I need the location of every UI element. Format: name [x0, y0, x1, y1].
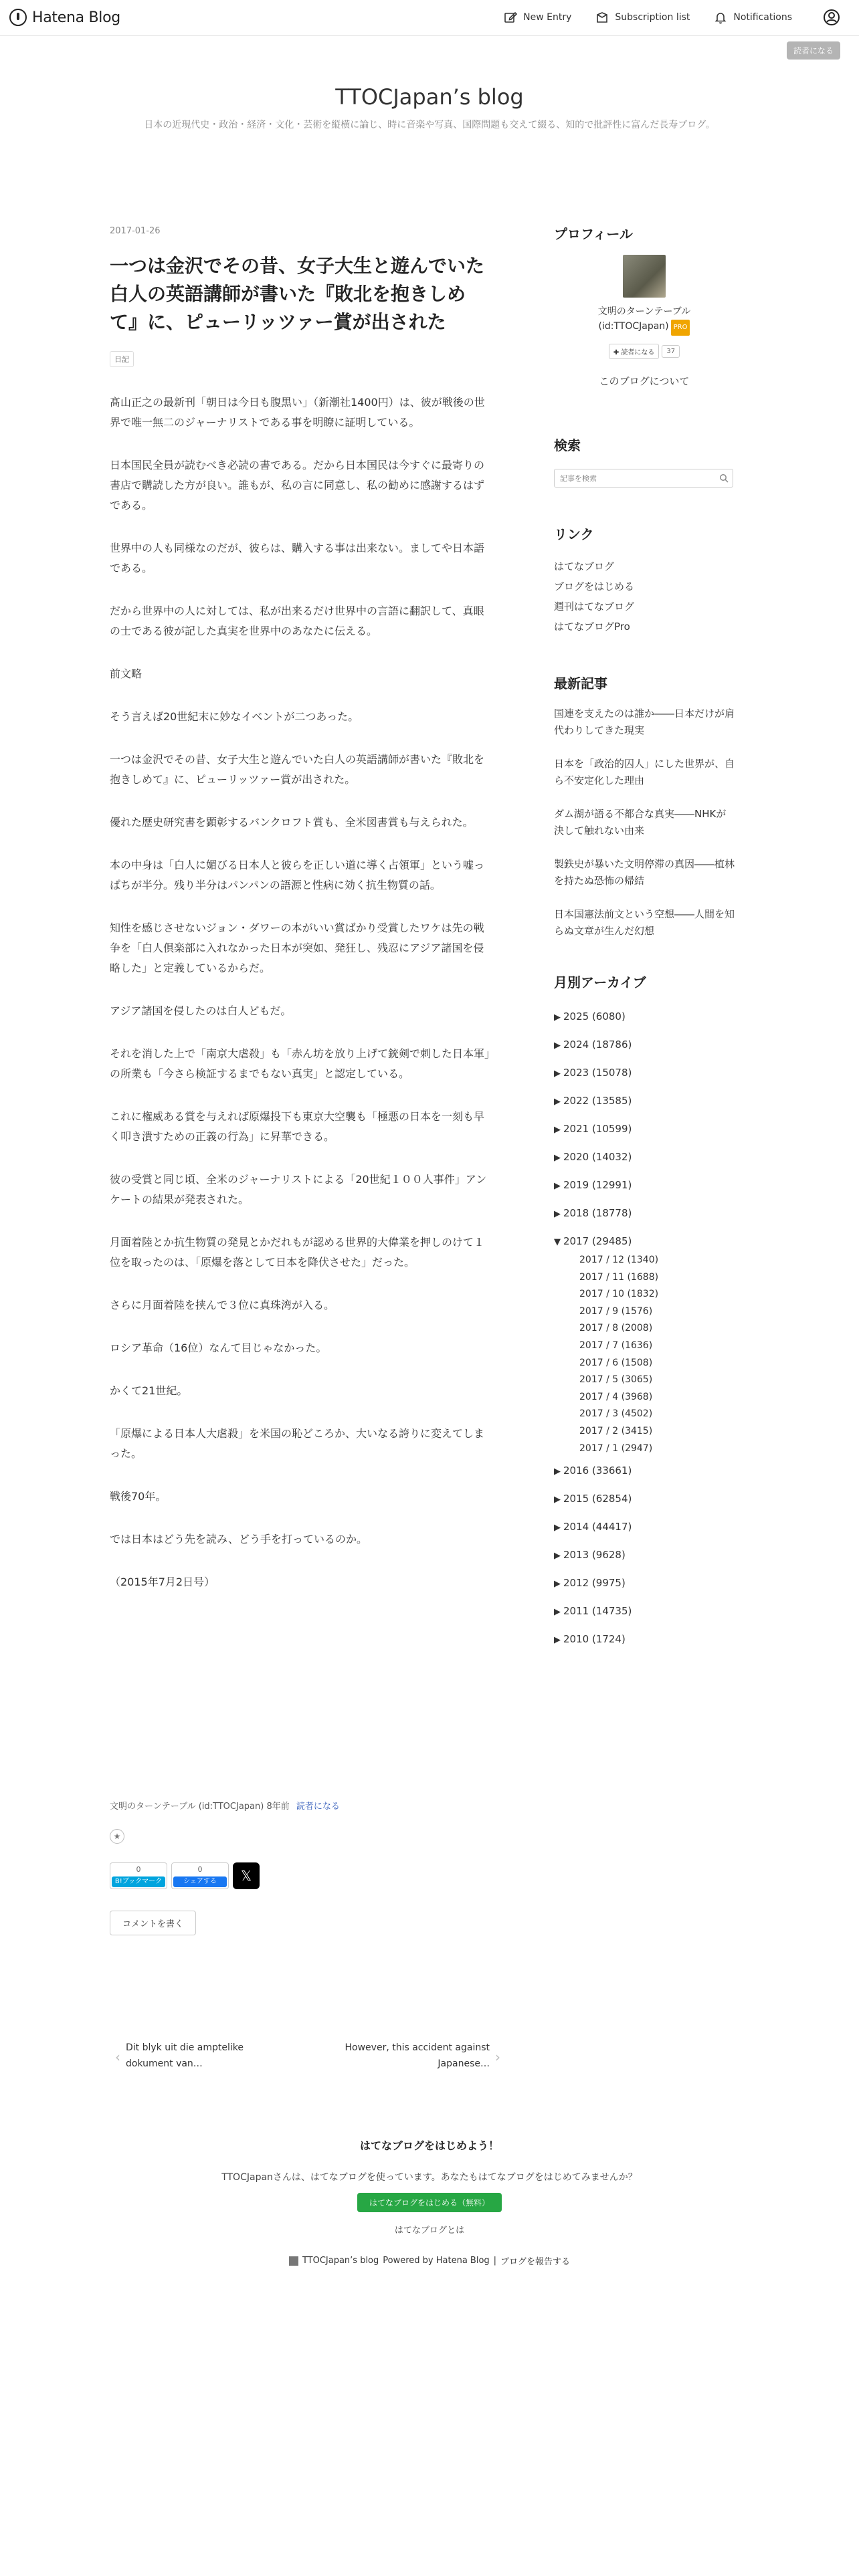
entry-paragraph: 彼の受賞と同じ頃、全米のジャーナリストによる「20世紀１００人事件」アンケートの結果が発表された。 [110, 1173, 487, 1206]
new-entry-label: New Entry [523, 12, 572, 23]
footer-follow-link[interactable]: 読者になる [296, 1802, 340, 1812]
triangle-right-icon: ▶ [554, 1467, 561, 1477]
archive-year[interactable] [554, 1485, 735, 1513]
entry-paragraph: だから世界中の人に対しては、私が出来るだけ世界中の言語に翻訳して、真眼の士である彼が記した真実を世界中のあなたに伝える。 [110, 605, 484, 637]
facebook-share-label: シェアする [173, 1876, 227, 1887]
archive-year[interactable] [554, 1003, 735, 1031]
triangle-right-icon: ▶ [554, 1181, 561, 1191]
recent-title: 最新記事 [554, 675, 607, 691]
search-title: 検索 [554, 437, 581, 453]
archive-year[interactable] [554, 1144, 735, 1172]
pencil-square-icon [504, 11, 517, 24]
archive-year[interactable] [554, 1457, 735, 1485]
archive-year-open[interactable] [554, 1228, 735, 1457]
entry-paragraph: 優れた歴史研究書を顕彰するバンクロフト賞も、全米図書賞も与えられた。 [110, 816, 474, 829]
archive-month[interactable]: 2017 / 8 (2008) [579, 1323, 653, 1334]
links-title: リンク [554, 526, 594, 542]
triangle-right-icon: ▶ [554, 1125, 561, 1135]
blog-description: 日本の近現代史・政治・経済・文化・芸術を縦横に論じ、時に音楽や写真、国際問題も交えて綴る、知的で批評性に富んだ長寿ブログ。 [144, 120, 715, 130]
archive-year[interactable] [554, 1598, 735, 1626]
subscription-list-link[interactable] [595, 11, 690, 24]
report-blog-link[interactable]: ブログを報告する [500, 2257, 571, 2267]
archive-year-label: 2011 (14735) [563, 1605, 632, 1618]
entry-paragraph: 日本国民全員が読むべき必読の書である。だから日本国民は今すぐに最寄りの書店で購読した方が良い。誰もが、私の言に同意し、私の勧めに感謝するはずである。 [110, 459, 485, 512]
entry-pager [110, 2040, 506, 2080]
entry-paragraph: これに権威ある賞を与えれば原爆投下も東京大空襲も「極悪の日本を一刻も早く叩き潰すための正義の行為」に昇華できる。 [110, 1110, 485, 1143]
hatena-logo-icon [9, 9, 27, 26]
sidebar-link[interactable]: ブログをはじめる [554, 580, 635, 593]
entry-paragraph: 一つは金沢でその昔、女子大生と遊んでいた白人の英語講師が書いた『敗北を抱きしめて』に、ピューリッツァー賞が出された。 [110, 753, 485, 786]
star-icon: ★ [113, 1832, 121, 1841]
entry-paragraph: かくて21世紀。 [110, 1384, 188, 1397]
entry-paragraph: アジア諸国を侵したのは白人どもだ。 [110, 1004, 292, 1017]
entry-author[interactable]: 文明のターンテーブル (id:TTOCJapan) 8年前 [110, 1802, 290, 1812]
archive-year-label: 2022 (13585) [563, 1095, 632, 1107]
user-account-icon[interactable] [823, 9, 840, 26]
archive-month[interactable]: 2017 / 10 (1832) [579, 1289, 659, 1300]
entry-paragraph: さらに月面着陸を挟んで３位に真珠湾が入る。 [110, 1299, 335, 1311]
entry-paragraph: では日本はどう先を読み、どう手を打っているのか。 [110, 1533, 367, 1545]
entry-paragraph: 髙山正之の最新刊「朝日は今日も腹黒い」（新潮社1400円）は、彼が戦後の世界で唯一無二のジャーナリストである事を明瞭に証明している。 [110, 396, 485, 429]
archive-month[interactable]: 2017 / 3 (4502) [579, 1408, 653, 1420]
x-share-button[interactable] [233, 1862, 260, 1889]
brand-name: Hatena Blog [32, 9, 120, 26]
search-input[interactable] [555, 469, 708, 487]
notifications-link[interactable] [714, 11, 792, 24]
archive-year-label: 2015 (62854) [563, 1493, 632, 1505]
archive-year[interactable] [554, 1059, 735, 1087]
about-hatena-blog-link[interactable]: はてなブログとは [394, 2226, 465, 2236]
archive-year[interactable] [554, 1513, 735, 1541]
triangle-right-icon: ▶ [554, 1153, 561, 1163]
archive-year[interactable] [554, 1541, 735, 1570]
share-buttons [110, 1862, 492, 1889]
search-icon[interactable] [719, 473, 729, 483]
entry-paragraph: ロシア革命（16位）なんて目じゃなかった。 [110, 1341, 327, 1354]
archive-year[interactable] [554, 1200, 735, 1228]
archive-year-label: 2025 (6080) [563, 1010, 626, 1023]
archive-month[interactable]: 2017 / 9 (1576) [579, 1305, 653, 1317]
powered-by-link[interactable]: Powered by Hatena Blog [383, 2256, 490, 2266]
follower-count[interactable]: 37 [662, 345, 680, 358]
entry-footer [110, 1799, 492, 1935]
archive-months [579, 1252, 735, 1457]
triangle-right-icon: ▶ [554, 1209, 561, 1219]
triangle-right-icon: ▶ [554, 1579, 561, 1590]
notifications-label: Notifications [733, 12, 792, 23]
pro-badge: PRO [671, 320, 690, 336]
cta-text: TTOCJapanさんは、はてなブログを使っています。あなたもはてなブログをはじめてみませんか？ [221, 2172, 638, 2183]
write-comment-button[interactable]: コメントを書く [110, 1911, 196, 1935]
hatena-bookmark-count: 0 [136, 1865, 141, 1874]
facebook-share-button[interactable] [171, 1862, 229, 1889]
cta-title: はてなブログをはじめよう！ [359, 2139, 499, 2152]
entry-date[interactable]: 2017-01-26 [110, 226, 161, 236]
triangle-right-icon: ▶ [554, 1041, 561, 1051]
links-module [554, 524, 735, 637]
search-box [554, 469, 733, 488]
subscription-list-label: Subscription list [615, 12, 690, 23]
triangle-right-icon: ▶ [554, 1551, 561, 1562]
archive-year[interactable] [554, 1115, 735, 1144]
sidebar-link[interactable]: はてなブログPro [554, 621, 630, 633]
archive-month[interactable]: 2017 / 2 (3415) [579, 1425, 653, 1436]
next-entry-title: However, this accident against Japanese… [345, 2042, 490, 2069]
entry-paragraph: 「原爆による日本人大虐殺」を米国の恥どころか、大いなる誇りに変えてしまった。 [110, 1427, 485, 1460]
profile-name[interactable] [554, 304, 735, 336]
chevron-right-icon: › [495, 2049, 500, 2065]
recent-entry-link[interactable]: 国連を支えたのは誰か――日本だけが肩代わりしてきた現実 [554, 708, 735, 736]
triangle-right-icon: ▶ [554, 1069, 561, 1079]
triangle-right-icon: ▶ [554, 1523, 561, 1533]
archive-year-label: 2014 (44417) [563, 1521, 632, 1533]
entry-content [110, 393, 492, 1592]
archive-year-label: 2018 (18778) [563, 1207, 632, 1219]
chevron-left-icon: ‹ [115, 2049, 120, 2065]
recent-entry-link[interactable]: 製鉄史が暴いた文明停滞の真因――植林を持たぬ恐怖の帰結 [554, 858, 735, 887]
start-blog-button[interactable]: はてなブログをはじめる（無料） [357, 2193, 502, 2212]
add-star-button[interactable] [110, 1829, 124, 1844]
archive-month[interactable]: 2017 / 12 (1340) [579, 1255, 659, 1265]
entry-footer-meta [110, 1799, 492, 1812]
recent-entry-link[interactable]: ダム湖が語る不都合な真実――NHKが決して触れない由来 [554, 808, 727, 837]
entry-article [110, 226, 492, 1615]
archive-month[interactable]: 2017 / 7 (1636) [579, 1339, 653, 1351]
archive-year[interactable] [554, 1626, 735, 1654]
archive-year-label: 2024 (18786) [563, 1039, 632, 1051]
archive-year[interactable] [554, 1031, 735, 1059]
start-blog-cta [0, 2137, 859, 2267]
archive-month[interactable]: 2017 / 4 (3968) [579, 1391, 653, 1402]
x-logo-icon: 𝕏 [240, 1868, 252, 1884]
blog-title[interactable]: TTOCJapan’s blog [335, 84, 524, 110]
archive-month[interactable]: 2017 / 11 (1688) [579, 1271, 659, 1283]
profile-title: プロフィール [554, 226, 633, 242]
recent-entry-link[interactable]: 日本国憲法前文という空想――人間を知らぬ文章が生んだ幻想 [554, 908, 735, 937]
facebook-share-count: 0 [197, 1865, 203, 1874]
sidebar [554, 223, 735, 1654]
entry-paragraph: それを消した上で「南京大虐殺」も「赤ん坊を放り上げて銃剣で刺した日本軍」の所業も「今さら検証するまでもない真実」と認定している。 [110, 1047, 490, 1080]
triangle-down-icon: ▼ [554, 1237, 561, 1247]
profile-follow-button[interactable]: ✚ 読者になる [609, 344, 660, 359]
new-entry-link[interactable] [504, 11, 571, 24]
archive-year-label: 2016 (33661) [563, 1465, 632, 1477]
hatena-bookmark-label: B!ブックマーク [112, 1876, 165, 1887]
entry-paragraph: 本の中身は「白人に媚びる日本人と彼らを正しい道に導く占領軍」という嘘っぱちが半分。残り半分はパンパンの語源と性病に効く抗生物質の話。 [110, 859, 485, 891]
entry-paragraph: 戦後70年。 [110, 1490, 167, 1503]
next-entry-link[interactable] [325, 2040, 506, 2072]
avatar[interactable] [623, 255, 666, 298]
archive-year[interactable] [554, 1087, 735, 1115]
entry-category-tag[interactable]: 日記 [110, 351, 134, 367]
triangle-right-icon: ▶ [554, 1635, 561, 1646]
hatena-blog-logo[interactable] [9, 9, 120, 26]
entry-title[interactable]: 一つは金沢でその昔、女子大生と遊んでいた白人の英語講師が書いた『敗北を抱きしめて』に、ピューリッツァー賞が出された [110, 255, 485, 333]
reader-icon [595, 11, 609, 24]
archive-title: 月別アーカイブ [554, 974, 646, 990]
archive-year-label: 2013 (9628) [563, 1549, 626, 1562]
archive-month[interactable]: 2017 / 6 (1508) [579, 1357, 653, 1368]
archive-month[interactable]: 2017 / 1 (2947) [579, 1442, 653, 1454]
footer-divider: | [493, 2256, 497, 2266]
entry-paragraph: 前文略 [110, 667, 142, 680]
triangle-right-icon: ▶ [554, 1012, 561, 1023]
triangle-right-icon: ▶ [554, 1097, 561, 1107]
entry-paragraph: 月面着陸とか抗生物質の発見とかだれもが認める世界的大偉業を押しのけて１位を取ったのは、「原爆を落として日本を降伏させた」だった。 [110, 1236, 485, 1269]
triangle-right-icon: ▶ [554, 1495, 561, 1505]
entry-paragraph: 知性を感じさせないジョン・ダワーの本がいい賞ばかり受賞したワケは先の戦争を「白人倶楽部に入れなかった日本が突如、発狂し、残忍にアジア諸国を侵略した」と定義しているからだ。 [110, 922, 484, 974]
search-module [554, 435, 735, 488]
triangle-right-icon: ▶ [554, 1607, 561, 1618]
recent-entries-module [554, 673, 735, 940]
profile-id: (id:TTOCJapan) [598, 321, 669, 332]
entry-paragraph: 世界中の人も同様なのだが、彼らは、購入する事は出来ない。ましてや日本語である。 [110, 542, 485, 574]
archive-year-label: 2019 (12991) [563, 1179, 632, 1191]
follow-chip-button[interactable]: 読者になる [787, 41, 840, 60]
archive-year[interactable] [554, 1570, 735, 1598]
entry-paragraph: （2015年7月2日号） [110, 1576, 215, 1588]
archive-module [554, 972, 735, 1654]
sidebar-link[interactable]: はてなブログ [554, 560, 615, 572]
profile-module [554, 223, 735, 388]
prev-entry-link[interactable] [110, 2040, 277, 2072]
archive-year-label: 2021 (10599) [563, 1123, 632, 1135]
archive-year-label: 2017 (29485) [563, 1235, 632, 1247]
archive-year-label: 2023 (15078) [563, 1067, 632, 1079]
top-navbar [0, 0, 859, 36]
profile-display-name: 文明のターンテーブル [597, 306, 691, 317]
archive-year-label: 2010 (1724) [563, 1633, 626, 1646]
prev-entry-title: Dit blyk uit die amptelike dokument van… [126, 2042, 244, 2069]
entry-paragraph: そう言えば20世紀末に妙なイベントが二つあった。 [110, 710, 359, 723]
footer-blog-name[interactable]: TTOCJapan’s blog [302, 2256, 379, 2266]
archive-year-label: 2020 (14032) [563, 1151, 632, 1163]
blog-favicon-icon [289, 2256, 298, 2266]
recent-entry-link[interactable]: 日本を「政治的囚人」にした世界が、自ら不安定化した理由 [554, 758, 735, 786]
archive-month[interactable]: 2017 / 5 (3065) [579, 1374, 653, 1386]
bell-icon [714, 11, 727, 24]
about-blog-link[interactable]: このブログについて [599, 375, 690, 387]
powered-by-footer [0, 2254, 859, 2267]
archive-year-label: 2012 (9975) [563, 1577, 626, 1590]
archive-year[interactable] [554, 1172, 735, 1200]
hatena-bookmark-button[interactable] [110, 1862, 167, 1889]
sidebar-link[interactable]: 週刊はてなブログ [554, 601, 635, 613]
